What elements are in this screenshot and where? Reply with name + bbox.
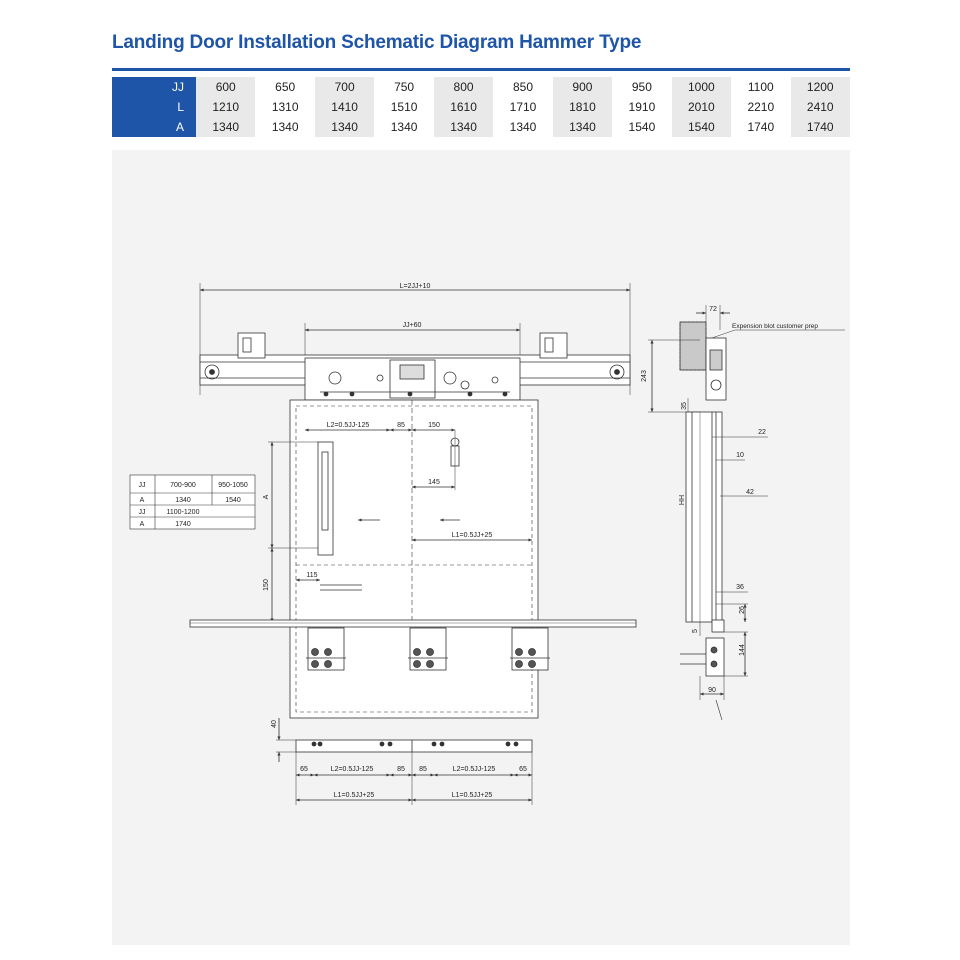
dim-42: 42 <box>746 489 754 496</box>
dim-243: 243 <box>641 370 648 382</box>
dim-65-a: 65 <box>300 766 308 773</box>
inset-cell: 1100-1200 <box>166 509 200 516</box>
dim-22: 22 <box>758 429 766 436</box>
dim-10: 10 <box>736 452 744 459</box>
cell: 800 <box>434 77 493 97</box>
cell: 1310 <box>271 100 299 114</box>
side-view-labels <box>641 306 818 694</box>
dim-145: 145 <box>428 479 440 486</box>
dim-l1-mid: L1=0.5JJ+25 <box>451 532 493 539</box>
inset-cell: 1740 <box>175 521 191 528</box>
cell: 1340 <box>434 117 493 137</box>
dim-l2-b2: L2=0.5JJ-125 <box>452 766 496 773</box>
inset-cell: JJ <box>138 482 146 489</box>
cell: 1340 <box>390 120 418 134</box>
dim-jj60: JJ+60 <box>402 322 422 329</box>
dim-l1-b2: L1=0.5JJ+25 <box>451 792 493 799</box>
dim-l: L=2JJ+10 <box>399 283 431 290</box>
side-view <box>648 305 845 720</box>
dim-85-b2: 85 <box>419 766 427 773</box>
dim-hh: HH <box>679 494 686 506</box>
cell: 1910 <box>628 100 656 114</box>
dim-36: 36 <box>736 584 744 591</box>
cell: 2010 <box>672 97 731 117</box>
dim-144: 144 <box>739 644 746 656</box>
row-header: L <box>112 97 196 117</box>
dim-65-b: 65 <box>519 766 527 773</box>
inset-cell: A <box>139 497 145 504</box>
cell: 1000 <box>672 77 731 97</box>
dim-35: 35 <box>681 402 688 410</box>
sill-bracket-middle <box>408 628 448 670</box>
cell: 1740 <box>747 120 775 134</box>
cell: 2210 <box>747 100 775 114</box>
dim-5: 5 <box>692 629 699 633</box>
dim-l1-b1: L1=0.5JJ+25 <box>333 792 375 799</box>
dim-85-b1: 85 <box>397 766 405 773</box>
cell: 1340 <box>553 117 612 137</box>
sill-bracket-left <box>306 628 346 670</box>
row-header: A <box>112 117 196 137</box>
cell: 1410 <box>315 97 374 117</box>
dim-115: 115 <box>306 572 318 579</box>
dim-72: 72 <box>709 306 717 313</box>
dim-85-top: 85 <box>397 422 405 429</box>
cell: 1100 <box>747 80 774 94</box>
dim-a: A <box>263 494 270 500</box>
cell: 1340 <box>509 120 537 134</box>
inset-cell: 700-900 <box>170 482 196 489</box>
cell: 750 <box>394 80 415 94</box>
cell: 1810 <box>553 97 612 117</box>
cell: 1510 <box>390 100 418 114</box>
cell: 950 <box>631 80 652 94</box>
inset-cell: JJ <box>138 509 146 516</box>
cell: 1340 <box>196 117 255 137</box>
inset-cell: 1340 <box>175 497 191 504</box>
cell: 1710 <box>509 100 537 114</box>
cell: 600 <box>196 77 255 97</box>
cell: 1610 <box>434 97 493 117</box>
inset-cell: A <box>139 521 145 528</box>
cell: 1340 <box>315 117 374 137</box>
dim-150-left: 150 <box>263 579 270 591</box>
cell: 1740 <box>791 117 850 137</box>
cell: 1340 <box>271 120 299 134</box>
page-title: Landing Door Installation Schematic Diagram Hammer Type <box>112 32 642 53</box>
dim-l2-top: L2=0.5JJ-125 <box>326 422 370 429</box>
front-view <box>190 283 636 805</box>
dim-150-top: 150 <box>428 422 440 429</box>
cell: 650 <box>275 80 296 94</box>
dim-40: 40 <box>271 720 278 728</box>
cell: 1200 <box>791 77 850 97</box>
cell: 2410 <box>791 97 850 117</box>
cell: 1540 <box>628 120 656 134</box>
cell: 1210 <box>196 97 255 117</box>
inset-cell: 1540 <box>225 497 241 504</box>
row-header: JJ <box>112 77 196 97</box>
dim-90: 90 <box>708 687 716 694</box>
inset-cell: 950-1050 <box>218 482 248 489</box>
cell: 850 <box>512 80 533 94</box>
sill-bracket-right <box>510 628 550 670</box>
expansion-note: Expension blot customer prep <box>732 323 818 330</box>
dim-26: 26 <box>739 606 746 614</box>
dim-l2-b1: L2=0.5JJ-125 <box>330 766 374 773</box>
cell: 900 <box>553 77 612 97</box>
cell: 1540 <box>672 117 731 137</box>
cell: 700 <box>315 77 374 97</box>
